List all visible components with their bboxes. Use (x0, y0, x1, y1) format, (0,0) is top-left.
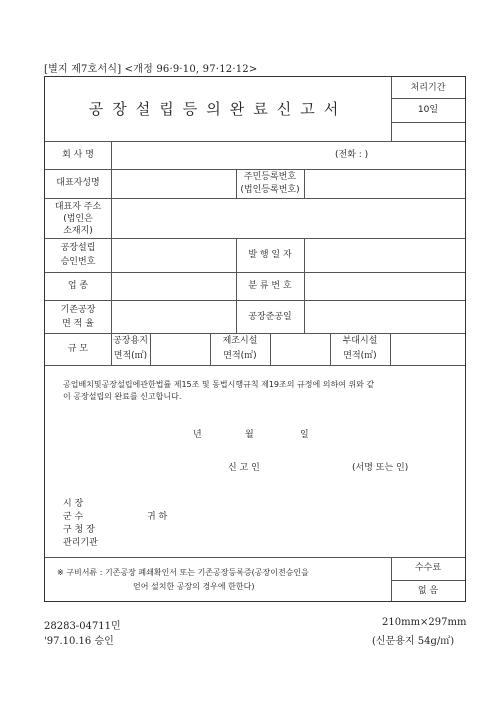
form-code: 28283-04711민 (44, 621, 121, 632)
corporate-number-label: (법인등록번호) (240, 185, 300, 195)
representative-name-label: 대표자성명 (56, 178, 100, 188)
recipient-agency: 관리기관 (63, 538, 98, 548)
fee-value: 없 음 (417, 586, 439, 596)
phone-field: (전화 : ) (335, 150, 369, 160)
date-day: 일 (300, 430, 309, 440)
form-title: 공장설립등의완료신고서 (88, 100, 348, 118)
approval-label-1: 공장설립 (60, 243, 96, 253)
row-divider (45, 365, 465, 366)
issue-date-label: 발 행 일 자 (248, 250, 292, 260)
address-note-2: 소재지) (63, 226, 93, 236)
area-ratio-label: 면 적 율 (62, 319, 94, 329)
row-divider (391, 98, 465, 99)
row-divider (45, 198, 465, 199)
col-divider (150, 333, 151, 365)
approval-date: '97.10.16 승인 (44, 636, 114, 647)
row-divider (45, 238, 465, 239)
factory-site-area-label: 면적(㎡) (113, 351, 148, 361)
date-year: 년 (193, 430, 202, 440)
scale-label: 규 모 (67, 344, 89, 354)
company-name-label: 회 사 명 (62, 150, 94, 160)
auxiliary-area-label: 면적(㎡) (343, 351, 377, 361)
attachments-line-2: 얻어 설치한 공장의 경우에 한한다) (133, 582, 255, 591)
business-type-label: 업 종 (67, 281, 89, 291)
resident-number-label: 주민등록번호 (243, 172, 297, 182)
paper-type: (신문용지 54g/㎡) (372, 636, 455, 647)
form-header-note: [별지 제7호서식] <개정 96·9·10, 97·12·12> (44, 64, 258, 75)
col-divider (270, 333, 271, 365)
row-divider (45, 141, 465, 142)
manufacturing-facility-label: 제조시설 (222, 336, 258, 346)
processing-period-value: 10일 (417, 105, 439, 115)
date-month: 월 (245, 430, 254, 440)
address-note-1: (법인은 (63, 214, 93, 224)
row-divider (45, 557, 465, 558)
row-divider (45, 300, 465, 301)
manufacturing-area-label: 면적(㎡) (223, 351, 257, 361)
recipient-mayor: 시 장 (63, 499, 84, 509)
row-divider (45, 272, 465, 273)
processing-period-label: 처리기간 (410, 83, 446, 93)
row-divider (45, 333, 465, 334)
col-divider (111, 141, 112, 365)
recipient-county: 군 수 (63, 512, 84, 522)
reporter-label: 신 고 인 (228, 463, 260, 473)
factory-site-label: 공장용지 (113, 336, 148, 346)
row-divider (391, 122, 465, 123)
completion-date-label: 공장준공일 (248, 312, 292, 322)
honorific: 귀 하 (147, 512, 168, 522)
attachments-line-1: ※ 구비서류 : 기존공장 폐쇄확인서 또는 기존공장등록증(공장이전승인을 (57, 568, 309, 577)
row-divider (45, 169, 465, 170)
completion-report-form (44, 76, 466, 602)
col-divider (304, 238, 305, 333)
col-divider (390, 333, 391, 365)
classification-number-label: 분 류 번 호 (248, 281, 292, 291)
approval-label-2: 승인번호 (60, 257, 96, 267)
existing-factory-label: 기존공장 (60, 305, 96, 315)
signature-label: (서명 또는 인) (352, 463, 409, 473)
row-divider (391, 580, 465, 581)
auxiliary-facility-label: 부대시설 (342, 336, 378, 346)
declaration-line-2: 이 공장설립의 완료를 신고합니다. (63, 392, 182, 401)
col-divider (304, 169, 305, 198)
recipient-district: 구 청 장 (63, 525, 95, 535)
declaration-line-1: 공업배치및공장설립에관한법률 제15조 및 동법시행규칙 제19조의 규정에 의하여 위와 같 (63, 380, 375, 389)
paper-size: 210mm×297mm (382, 617, 467, 628)
fee-label: 수수료 (414, 563, 442, 573)
representative-address-label: 대표자 주소 (54, 202, 102, 212)
